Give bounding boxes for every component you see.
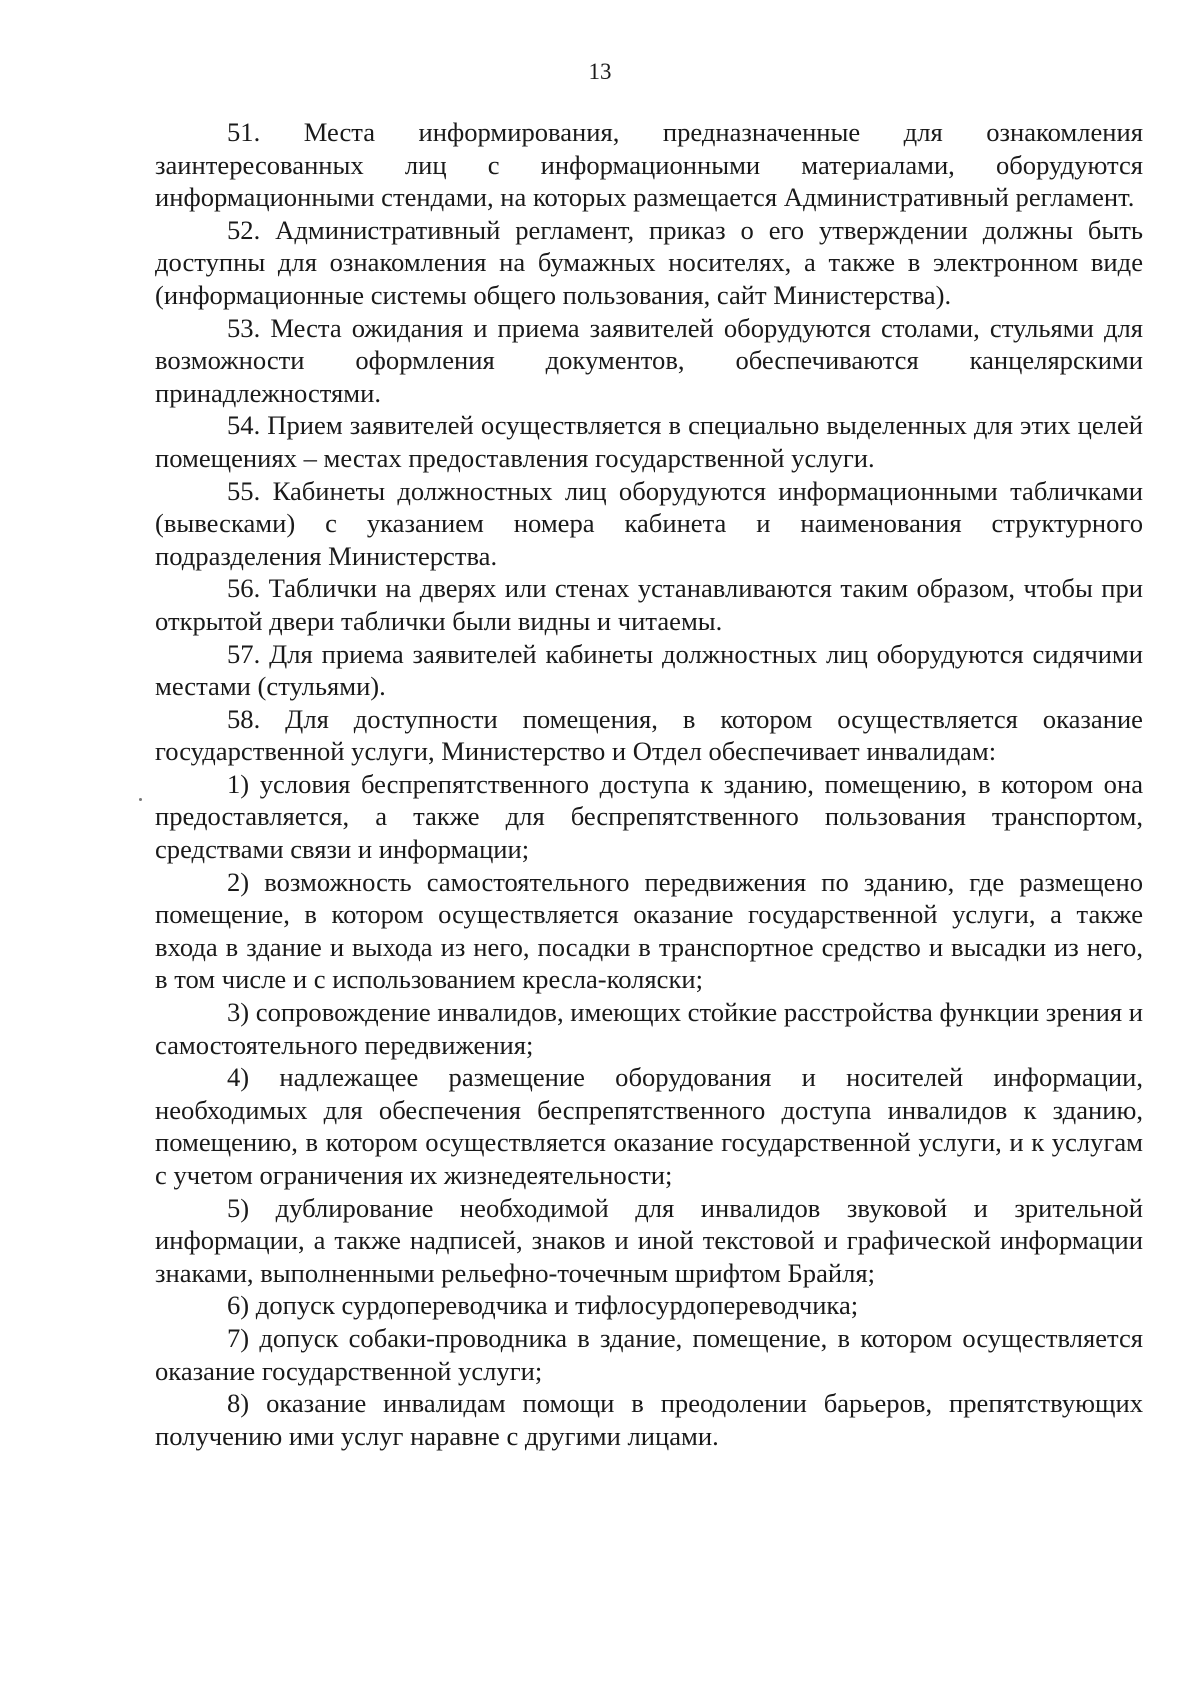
list-item-7: 7) допуск собаки-проводника в здание, помещение, в котором осуществляется оказание государственной услуги; — [155, 1322, 1143, 1386]
paragraph-53: 53. Места ожидания и приема заявителей оборудуются столами, стульями для возможности оформления документов, обеспечиваются канцелярскими принадлежностями. — [155, 312, 1143, 408]
paragraph-56: 56. Таблички на дверях или стенах устанавливаются таким образом, чтобы при открытой двери таблички были видны и читаемы. — [155, 573, 1143, 636]
list-item-1: 1) условия беспрепятственного доступа к зданию, помещению, в котором она предоставляется, а также для беспрепятственного пользования транспортом, средствами связи и информации; — [155, 768, 1143, 865]
paragraph-51: 51. Места информирования, предназначенные для ознакомления заинтересованных лиц с информационными материалами, оборудуются информационными стендами, на которых размещается Административный регламент. — [155, 117, 1143, 213]
paragraph-52: 52. Административный регламент, приказ о его утверждении должны быть доступны для ознакомления на бумажных носителях, а также в электронном виде (информационные системы общего пользования, сайт Министерства). — [155, 214, 1143, 310]
paragraph-55: 55. Кабинеты должностных лиц оборудуются информационными табличками (вывесками) с указанием номера кабинета и наименования структурного подразделения Министерства. — [155, 475, 1143, 571]
document-body — [155, 116, 1143, 1452]
list-item-5: 5) дублирование необходимой для инвалидов звуковой и зрительной информации, а также надписей, знаков и иной текстовой и графической информации знаками, выполненными рельефно-точечным шрифтом Брайля; — [155, 1192, 1143, 1288]
paragraph-54: 54. Прием заявителей осуществляется в специально выделенных для этих целей помещениях – местах предоставления государственной услуги. — [155, 410, 1143, 473]
list-item-3: 3) сопровождение инвалидов, имеющих стойкие расстройства функции зрения и самостоятельного передвижения; — [155, 997, 1143, 1060]
list-item-2: 2) возможность самостоятельного передвижения по зданию, где размещено помещение, в котором осуществляется оказание государственной услуги, а также входа в здание и выхода из него, посадки в транспортное средство и высадки из него, в том числе и с использованием кресла-коляски; — [155, 866, 1143, 995]
scan-artifact-dot — [139, 798, 142, 801]
list-item-6: 6) допуск сурдопереводчика и тифлосурдопереводчика; — [227, 1290, 859, 1321]
list-item-8: 8) оказание инвалидам помощи в преодолении барьеров, препятствующих получению ими услуг наравне с другими лицами. — [155, 1388, 1143, 1451]
page-number: 13 — [588, 59, 612, 84]
paragraph-57: 57. Для приема заявителей кабинеты должностных лиц оборудуются сидячими местами (стульями). — [155, 638, 1143, 702]
list-item-4: 4) надлежащее размещение оборудования и носителей информации, необходимых для обеспечения беспрепятственного доступа инвалидов к зданию, помещению, в котором осуществляется оказание государственной услуги, и к услугам с учетом ограничения их жизнедеятельности; — [155, 1062, 1143, 1190]
paragraph-58: 58. Для доступности помещения, в котором осуществляется оказание государственной услуги, Министерство и Отдел обеспечивает инвалидам: — [155, 703, 1143, 767]
